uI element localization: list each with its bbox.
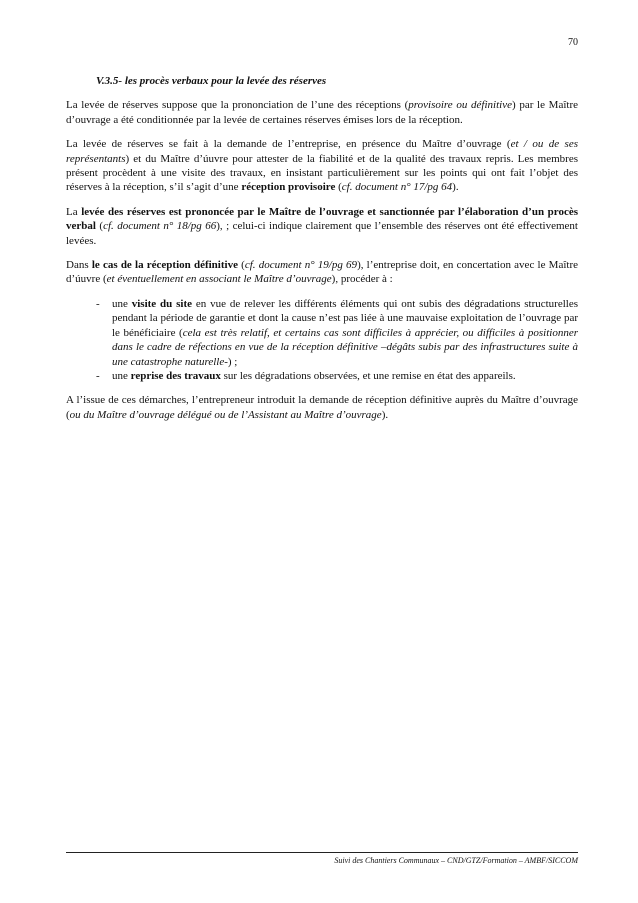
paragraph-3-paren-open: (	[95, 220, 104, 233]
document-body	[66, 74, 578, 432]
paragraph-2-text: La levée de réserves se fait à la demande de l’entreprise, en présence du Maître d’ouvrage (	[66, 138, 511, 151]
paragraph-1-text: La levée de réserves suppose que la prononciation de l’une des réceptions (	[66, 99, 409, 112]
footer-divider	[66, 852, 578, 853]
footer-text: Suivi des Chantiers Communaux – CND/GTZ/Formation – AMBF/SICCOM	[334, 856, 578, 865]
list-item-2-bold: reprise des travaux	[130, 369, 221, 382]
paragraph-2	[66, 137, 578, 195]
paragraph-4-italic: et éventuellement en associant le Maître d’ouvrage	[106, 273, 332, 286]
list-item-1-text-end: ) ;	[227, 355, 238, 368]
paragraph-5	[66, 393, 578, 422]
list-item-2-text-end: sur les dégradations observées, et une remise en état des appareils.	[220, 369, 516, 382]
dash-list	[66, 297, 578, 383]
paragraph-3-reference: cf. document n° 18/pg 66	[103, 220, 217, 233]
paragraph-3-text-end: ), ; celui-ci indique clairement que l’ensemble des réserves ont été effectivement levées.	[66, 220, 578, 247]
paragraph-4	[66, 258, 578, 287]
paragraph-4-bold: le cas de la réception définitive	[91, 259, 238, 272]
paragraph-4-paren-open: (	[237, 259, 245, 272]
list-item	[112, 369, 578, 383]
paragraph-5-italic: ou du Maître d’ouvrage délégué ou de l’Assistant au Maître d’ouvrage	[69, 408, 382, 421]
paragraph-1-text-end: ) par le Maître d’ouvrage a été conditionnée par la levée de certaines réserves émises lors de la réception.	[66, 99, 578, 126]
list-item-1-italic: cela est très relatif, et certains cas sont difficiles à apprécier, ou difficiles à positionner dans le cadre de réfections en vue de la réception définitive –dégâts subis par des infrastructures suite à une catastrophe naturelle-	[112, 326, 578, 368]
list-item	[112, 297, 578, 369]
section-heading: V.3.5- les procès verbaux pour la levée des réserves	[96, 75, 327, 87]
list-item-1-bold: visite du site	[131, 297, 193, 310]
paragraph-2-reference: cf. document n° 17/pg 64	[341, 181, 453, 194]
paragraph-2-paren-open: (	[335, 181, 342, 194]
paragraph-3	[66, 205, 578, 248]
paragraph-4-reference: cf. document n° 19/pg 69	[244, 259, 358, 272]
paragraph-2-italic: et / ou de ses représentants	[66, 138, 578, 165]
paragraph-2-bold: réception provisoire	[241, 181, 336, 194]
paragraph-4-text-mid: ), l’entreprise doit, en concertation avec le Maître d’úuvre (	[66, 259, 578, 286]
paragraph-2-paren-close: ).	[452, 181, 459, 194]
paragraph-4-text: Dans	[66, 259, 92, 272]
paragraph-1-italic: provisoire ou définitive	[408, 99, 512, 112]
paragraph-4-text-end: ), procéder à :	[331, 273, 393, 286]
paragraph-2-text-mid: ) et du Maître d’úuvre pour attester de la fiabilité et de la qualité des travaux repris. Les membres présent procèdent à une visite des travaux, en insistant particulièrement sur les points qui ont fait l’objet des réserves à la réception, s’il s’agit d’une	[66, 152, 578, 194]
list-item-1-text-mid: en vue de relever les différents éléments qui ont subis des dégradations structurelles pendant la période de garantie et dont la cause n’est pas liée à une mauvaise exploitation de l’ouvrage par le bénéficiaire (	[112, 297, 578, 339]
paragraph-3-text: La	[66, 205, 82, 218]
paragraph-1	[66, 98, 578, 127]
paragraph-3-bold: levée des réserves est prononcée par le Maître de l’ouvrage et sanctionnée par l’élaboration d’un procès verbal	[66, 205, 578, 233]
list-item-1-text: une	[112, 297, 132, 310]
paragraph-5-text-end: ).	[381, 408, 389, 421]
paragraph-5-text: A l’issue de ces démarches, l’entrepreneur introduit la demande de réception définitive auprès du Maître d’ouvrage (	[66, 394, 578, 421]
page-number: 70	[568, 37, 578, 48]
list-item-2-text: une	[112, 369, 131, 382]
